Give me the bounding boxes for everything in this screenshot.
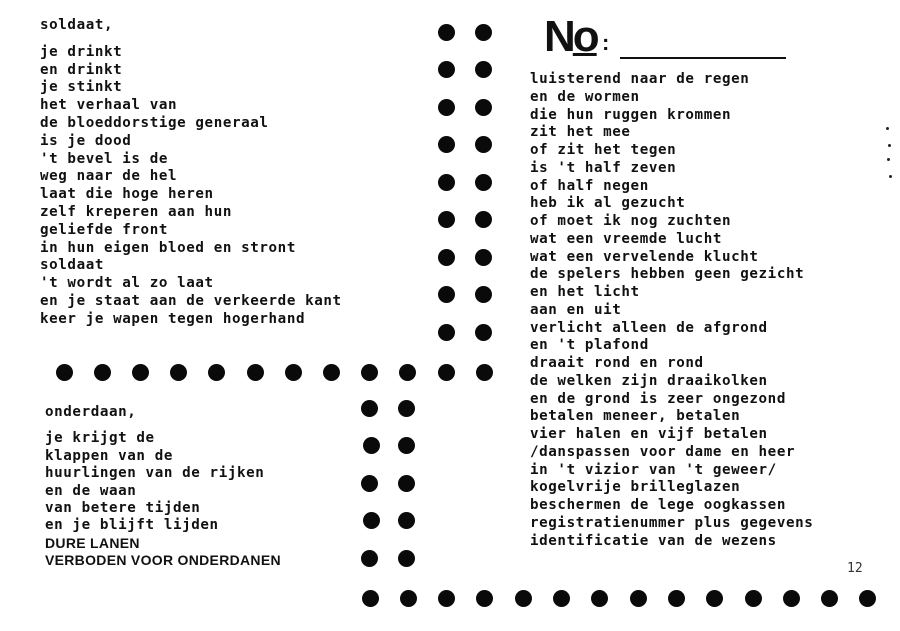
poem-caps-line: VERBODEN VOOR ONDERDANEN	[45, 552, 281, 569]
poem-line: van betere tijden	[45, 500, 201, 517]
poem-line: vier halen en vijf betalen	[530, 426, 768, 442]
poem-line: de welken zijn draaikolken	[530, 372, 768, 389]
decorative-dot	[783, 590, 800, 607]
poem-line: is je dood	[40, 132, 132, 149]
poem-soldier	[40, 17, 342, 329]
poem-subject	[45, 404, 281, 570]
decorative-dot	[132, 364, 149, 381]
poem-line: in 't vizior van 't geweer/	[530, 461, 777, 478]
number-colon: :	[602, 30, 610, 55]
poem-line: de spelers hebben geen gezicht	[530, 266, 805, 283]
decorative-dot	[475, 136, 492, 153]
decorative-dot	[475, 211, 492, 228]
poem-line: draait rond en rond	[530, 355, 704, 371]
poem-line: zelf kreperen aan hun	[40, 203, 232, 220]
decorative-dot	[859, 590, 876, 607]
poem-subject-heading: onderdaan,	[45, 404, 137, 420]
decorative-dot	[400, 590, 417, 607]
poem-line: of half negen	[530, 177, 649, 194]
decorative-dot	[56, 364, 73, 381]
decorative-dot	[438, 174, 455, 191]
poem-line: wat een vreemde lucht	[530, 230, 722, 247]
poem-line: en het licht	[530, 284, 640, 300]
decorative-dot	[363, 437, 380, 454]
poem-line: je stinkt	[40, 79, 123, 96]
decorative-dot	[398, 400, 415, 417]
decorative-dot	[361, 400, 378, 417]
poem-line: of zit het tegen	[530, 142, 677, 158]
poem-line: je drinkt	[40, 43, 123, 60]
decorative-dot	[363, 512, 380, 529]
poem-line: luisterend naar de regen	[530, 71, 750, 87]
poem-caps-line: DURE LANEN	[45, 534, 140, 551]
decorative-dot	[821, 590, 838, 607]
poem-line: en je blijft lijden	[45, 517, 219, 534]
poem-line: en je staat aan de verkeerde kant	[40, 292, 342, 309]
decorative-dot	[438, 211, 455, 228]
poem-line: en de waan	[45, 482, 137, 499]
decorative-dot	[438, 24, 455, 41]
poem-line: identificatie van de wezens	[530, 532, 777, 549]
poem-line: registratienummer plus gegevens	[530, 514, 814, 531]
decorative-dot	[476, 364, 493, 381]
poem-line: 't wordt al zo laat	[40, 275, 214, 292]
decorative-dot	[438, 324, 455, 341]
poem-rain	[530, 71, 813, 550]
poem-line: is 't half zeven	[530, 159, 677, 176]
poem-line: geliefde front	[40, 221, 168, 238]
decorative-dot	[438, 99, 455, 116]
decorative-dot	[438, 286, 455, 303]
poem-line: je krijgt de	[45, 430, 155, 447]
decorative-dot	[94, 364, 111, 381]
decorative-dot	[475, 286, 492, 303]
decorative-dot	[398, 475, 415, 492]
decorative-dot	[630, 590, 647, 607]
decorative-dot	[591, 590, 608, 607]
poem-line: het verhaal van	[40, 97, 178, 114]
poem-line: 't bevel is de	[40, 150, 168, 167]
page-number: 12	[847, 561, 863, 576]
poem-soldier-heading: soldaat,	[40, 17, 114, 33]
decorative-dot	[438, 61, 455, 78]
decorative-dot	[475, 324, 492, 341]
decorative-dot	[475, 24, 492, 41]
margin-speck	[889, 175, 892, 178]
poem-line: en drinkt	[40, 61, 123, 78]
decorative-dot	[438, 249, 455, 266]
poem-line: zit het mee	[530, 124, 631, 141]
poem-line: in hun eigen bloed en stront	[40, 239, 296, 256]
poem-line: wat een vervelende klucht	[530, 248, 759, 265]
poem-line: de bloeddorstige generaal	[40, 114, 269, 131]
poem-line: huurlingen van de rijken	[45, 465, 265, 482]
decorative-dot	[361, 550, 378, 567]
margin-speck	[886, 127, 889, 130]
poem-line: en de wormen	[530, 88, 640, 105]
decorative-dot	[399, 364, 416, 381]
poem-line: klappen van de	[45, 447, 173, 464]
decorative-dot	[438, 136, 455, 153]
poem-line: betalen meneer, betalen	[530, 408, 741, 425]
decorative-dot	[438, 364, 455, 381]
decorative-dot	[515, 590, 532, 607]
poem-line: die hun ruggen krommen	[530, 106, 732, 123]
margin-speck	[887, 158, 890, 161]
decorative-dot	[398, 512, 415, 529]
number-label-o: o	[572, 12, 597, 61]
decorative-dot	[247, 364, 264, 381]
poem-line: of moet ik nog zuchten	[530, 213, 732, 229]
decorative-dot	[475, 249, 492, 266]
decorative-dot	[706, 590, 723, 607]
decorative-dot	[668, 590, 685, 607]
decorative-dot	[438, 590, 455, 607]
poem-line: keer je wapen tegen hogerhand	[40, 310, 306, 327]
margin-speck	[888, 144, 891, 147]
decorative-dot	[475, 61, 492, 78]
poem-line: aan en uit	[530, 301, 622, 318]
decorative-dot	[398, 550, 415, 567]
poem-line: beschermen de lege oogkassen	[530, 497, 786, 513]
poem-line: laat die hoge heren	[40, 186, 214, 203]
decorative-dot	[208, 364, 225, 381]
number-blank-line	[620, 57, 786, 59]
decorative-dot	[362, 590, 379, 607]
decorative-dot	[398, 437, 415, 454]
poem-line: weg naar de hel	[40, 168, 178, 185]
decorative-dot	[361, 364, 378, 381]
decorative-dot	[475, 99, 492, 116]
decorative-dot	[323, 364, 340, 381]
number-label-n: N	[544, 12, 573, 61]
poem-line: en 't plafond	[530, 337, 649, 354]
decorative-dot	[285, 364, 302, 381]
poem-line: kogelvrije brilleglazen	[530, 479, 741, 496]
decorative-dot	[553, 590, 570, 607]
decorative-dot	[745, 590, 762, 607]
decorative-dot	[170, 364, 187, 381]
decorative-dot	[475, 174, 492, 191]
decorative-dot	[361, 475, 378, 492]
poem-line: /danspassen voor dame en heer	[530, 443, 796, 460]
decorative-dot	[476, 590, 493, 607]
poem-line: soldaat	[40, 257, 104, 274]
poem-line: heb ik al gezucht	[530, 195, 686, 212]
poem-line: verlicht alleen de afgrond	[530, 319, 768, 336]
number-label	[544, 12, 597, 62]
poem-line: en de grond is zeer ongezond	[530, 390, 786, 407]
